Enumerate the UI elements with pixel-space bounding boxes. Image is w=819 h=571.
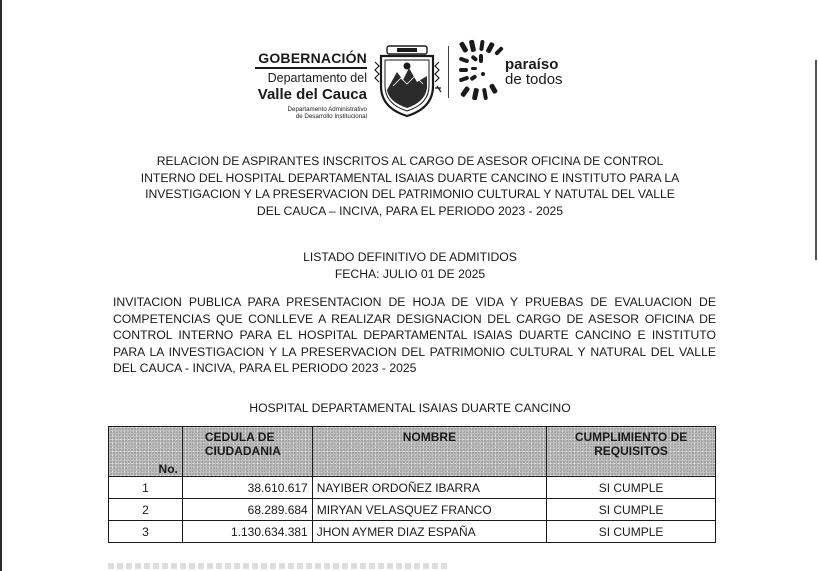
title-line-2: INTERNO DEL HOSPITAL DEPARTAMENTAL ISAIAS DUARTE CANCINO E INSTITUTO PARA LA [140,170,680,185]
title-line-3: INVESTIGACION Y LA PRESERVACION DEL PATRIMONIO CULTURAL Y NATUTAL DEL VALLE [145,187,675,201]
letterhead [255,38,575,120]
cell-cumple: SI CUMPLE [547,477,716,499]
header-cedula-line-1: CEDULA DE [204,430,275,444]
header-cedula [182,427,312,477]
header-cedula-line-2: CIUDADANIA [204,444,281,458]
cell-no: 3 [109,521,183,543]
table-row [109,499,716,521]
paraiso-slogan [505,58,585,88]
table-row [109,477,716,499]
header-cumplimiento [547,427,716,477]
table-row [109,521,716,543]
admitidos-table [108,426,716,543]
listado-heading: LISTADO DEFINITIVO DE ADMITIDOS [303,250,517,264]
header-no: No. [109,427,183,477]
title-line-1: RELACION DE ASPIRANTES INSCRITOS AL CARGO DE ASESOR OFICINA DE CONTROL [156,154,664,168]
paraiso-word: paraíso [505,56,559,73]
page-right-edge [815,60,817,260]
gobernacion-title: GOBERNACIÓN [255,50,367,69]
table-header-row [109,427,716,477]
title-line-4: DEL CAUCA – INCIVA, PARA EL PERIODO 2023 - 2025 [256,203,564,218]
gobernacion-admin-1: Departamento Administrativo [287,106,367,113]
header-divider [448,46,449,98]
cell-cumple: SI CUMPLE [547,499,716,521]
de-todos-word: de todos [505,71,563,88]
header-cumplimiento-line-1: CUMPLIMIENTO DE [574,430,688,444]
cell-cumple: SI CUMPLE [547,521,716,543]
coat-of-arms-icon [371,42,443,118]
faded-footer-text [108,563,448,569]
cell-cedula: 1.130.634.381 [182,521,312,543]
gobernacion-admin-2: de Desarrollo Institucional [295,113,367,120]
paraiso-sunburst-icon [457,38,505,114]
invitacion-paragraph: INVITACION PUBLICA PARA PRESENTACION DE HOJA DE VIDA Y PRUEBAS DE EVALUACION DE COMPETENCIAS QUE CONLLEVE A REALIZAR DESIGNACION DEL CARGO DE ASESOR OFICINA DE CONTROL INTERNO PARA EL HOSPITAL DEPARTAMENTAL ISAIAS DUARTE CANCINO E INSTITUTO PARA LA INVESTIGACION Y LA PRESERVACION DEL PATRIMONIO CULTURAL Y NATURAL DEL VALLE DEL CAUCA - INCIVA, PARA EL PERIODO 2023 - 2025 [113,295,716,375]
page-left-edge [0,0,2,571]
header-nombre: NOMBRE [312,427,546,477]
document-title [100,153,720,219]
cell-cedula: 38.610.617 [182,477,312,499]
gobernacion-dept: Departamento del [267,71,367,85]
cell-nombre: JHON AYMER DIAZ ESPAÑA [312,521,546,543]
gobernacion-valle: Valle del Cauca [257,86,367,103]
gobernacion-block [255,50,367,120]
header-cumplimiento-line-2: REQUISITOS [594,444,668,458]
cell-cedula: 68.289.684 [182,499,312,521]
cell-no: 2 [109,499,183,521]
cell-nombre: MIRYAN VELASQUEZ FRANCO [312,499,546,521]
listado-block [200,249,620,282]
fecha-line: FECHA: JULIO 01 DE 2025 [334,266,486,281]
cell-no: 1 [109,477,183,499]
hospital-heading: HOSPITAL DEPARTAMENTAL ISAIAS DUARTE CANCINO [249,401,571,415]
cell-nombre: NAYIBER ORDOÑEZ IBARRA [312,477,546,499]
